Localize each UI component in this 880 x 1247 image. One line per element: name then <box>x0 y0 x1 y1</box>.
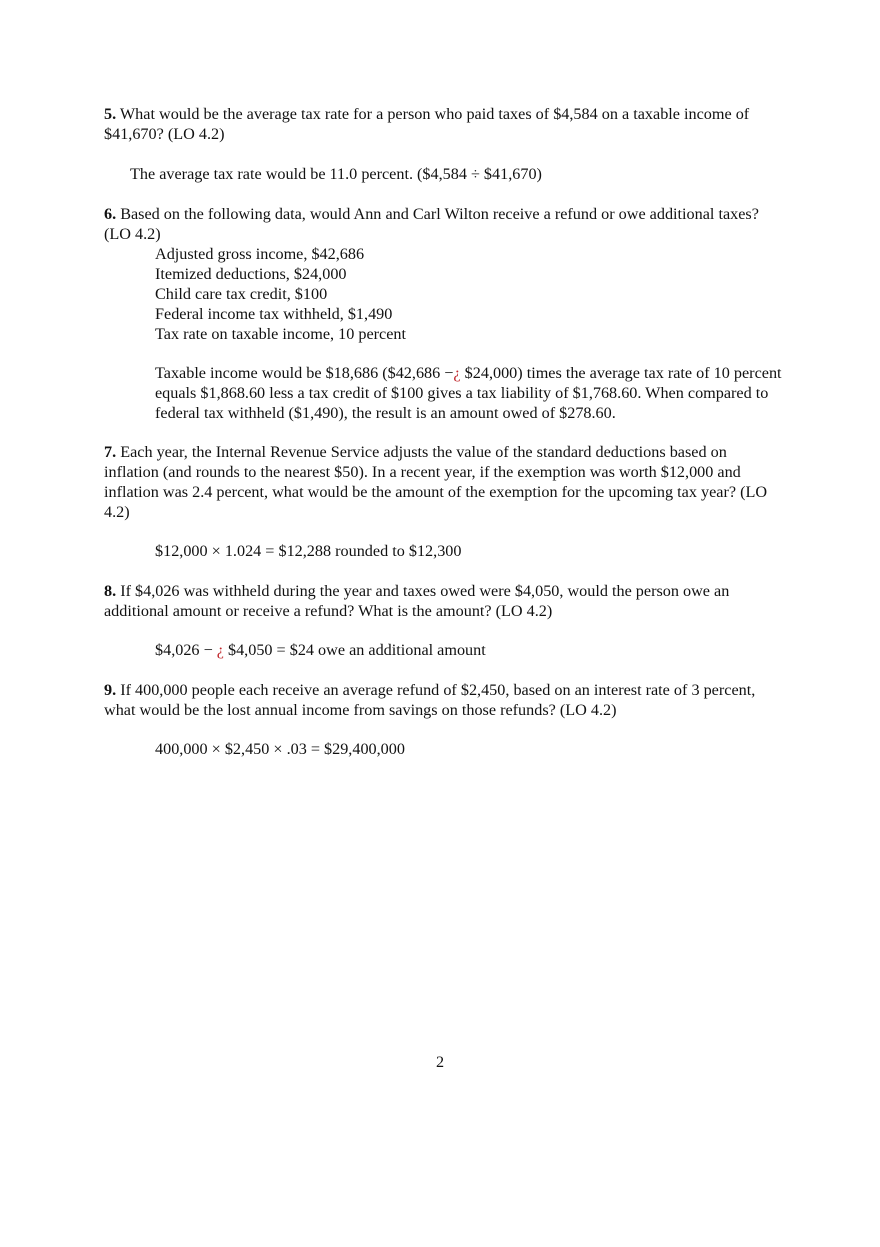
encoding-error-glyph: ¿ <box>216 641 224 659</box>
question-number: 6. <box>104 205 117 223</box>
question-9 <box>104 680 784 720</box>
question-5 <box>104 104 784 144</box>
data-item: Federal income tax withheld, $1,490 <box>155 305 393 323</box>
question-6 <box>104 204 784 244</box>
answer-9: 400,000 × $2,450 × .03 = $29,400,000 <box>155 740 405 758</box>
question-text: Based on the following data, would Ann and Carl Wilton receive a refund or owe additional taxes? (LO 4.2) <box>104 205 759 243</box>
question-number: 7. <box>104 443 117 461</box>
page-number: 2 <box>435 1053 445 1071</box>
data-item: Child care tax credit, $100 <box>155 285 328 303</box>
data-item: Adjusted gross income, $42,686 <box>155 245 365 263</box>
question-6-data-list <box>155 244 406 344</box>
data-item: Itemized deductions, $24,000 <box>155 265 347 283</box>
question-text: If $4,026 was withheld during the year and taxes owed were $4,050, would the person owe an additional amount or receive a refund? What is the amount? (LO 4.2) <box>104 582 730 620</box>
answer-text-start: Taxable income would be $18,686 ($42,686 − <box>155 364 454 382</box>
question-text: If 400,000 people each receive an average refund of $2,450, based on an interest rate of 3 percent, what would be the lost annual income from savings on those refunds? (LO 4.2) <box>104 681 756 719</box>
encoding-error-glyph: ¿ <box>453 364 461 382</box>
question-7 <box>104 442 784 522</box>
answer-text-start: $4,026 − <box>155 641 213 659</box>
question-number: 5. <box>104 105 117 123</box>
data-item: Tax rate on taxable income, 10 percent <box>155 325 407 343</box>
answer-7: $12,000 × 1.024 = $12,288 rounded to $12,300 <box>155 542 462 560</box>
question-text: Each year, the Internal Revenue Service adjusts the value of the standard deductions based on inflation (and rounds to the nearest $50). In a recent year, if the exemption was worth $12,000 and inflation was 2.4 percent, what would be the amount of the exemption for the upcoming tax year? (LO 4.2) <box>104 443 768 521</box>
question-number: 9. <box>104 681 117 699</box>
question-text: What would be the average tax rate for a person who paid taxes of $4,584 on a taxable income of $41,670? (LO 4.2) <box>104 105 750 143</box>
question-8 <box>104 581 784 621</box>
answer-6 <box>155 363 795 423</box>
answer-text-end: $4,050 = $24 owe an additional amount <box>223 641 486 659</box>
question-number: 8. <box>104 582 117 600</box>
answer-8 <box>155 640 795 660</box>
answer-5: The average tax rate would be 11.0 percent. ($4,584 ÷ $41,670) <box>130 165 542 183</box>
answer-text-end: $24,000) times the average tax rate of 10 percent equals $1,868.60 less a tax credit of $100 gives a tax liability of $1,768.60. When compared to federal tax withheld ($1,490), the result is an amount owed of $278.60. <box>155 364 782 422</box>
